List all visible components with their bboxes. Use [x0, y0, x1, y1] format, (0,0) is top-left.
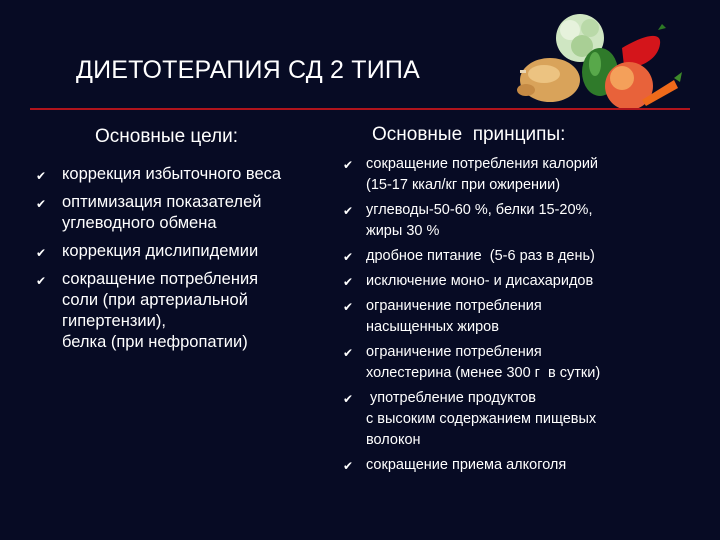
item-text: исключение моно- и дисахаридов [366, 273, 594, 289]
check-mark-icon: ✔ [343, 204, 354, 218]
check-mark-icon: ✔ [343, 250, 354, 264]
item-text: белка (при нефропатии) [62, 333, 248, 351]
item-text: ограничение потребления [366, 298, 542, 314]
item-text: оптимизация показателей [62, 193, 262, 211]
list-item [343, 246, 683, 267]
title-divider [30, 108, 690, 110]
principles-heading: Основные принципы: [372, 124, 566, 145]
item-text: волокон [366, 432, 421, 448]
item-text: насыщенных жиров [366, 319, 499, 335]
check-mark-icon: ✔ [343, 459, 354, 473]
check-mark-icon: ✔ [343, 346, 354, 360]
item-text: углеводного обмена [62, 214, 217, 232]
item-text: гипертензии), [62, 312, 166, 330]
item-text: ограничение потребления [366, 344, 542, 360]
check-mark-icon: ✔ [343, 158, 354, 172]
item-text: сокращение потребления калорий [366, 156, 599, 172]
item-text: сокращение потребления [62, 270, 259, 288]
item-text: (15-17 ккал/кг при ожирении) [366, 177, 561, 193]
item-text: холестерина (менее 300 г в сутки) [366, 365, 601, 381]
item-text: коррекция дислипидемии [62, 242, 259, 260]
goals-list [36, 164, 336, 360]
list-item [343, 342, 683, 384]
list-item [343, 200, 683, 242]
list-item [343, 271, 683, 292]
item-text: с высоким содержанием пищевых [366, 411, 597, 427]
list-item [36, 241, 336, 262]
list-item [343, 388, 683, 451]
list-item [343, 154, 683, 196]
list-item [36, 164, 336, 185]
list-item [343, 296, 683, 338]
check-mark-icon: ✔ [343, 275, 354, 289]
principles-list [343, 154, 683, 480]
item-text: коррекция избыточного веса [62, 165, 282, 183]
list-item [36, 192, 336, 234]
check-mark-icon: ✔ [343, 300, 354, 314]
check-mark-icon: ✔ [36, 274, 47, 288]
list-item [343, 455, 683, 476]
item-text: углеводы-50-60 %, белки 15-20%, [366, 202, 593, 218]
check-mark-icon: ✔ [36, 246, 47, 260]
list-item [36, 269, 336, 353]
item-text: соли (при артериальной [62, 291, 248, 309]
check-mark-icon: ✔ [36, 169, 47, 183]
item-text: употребление продуктов [366, 390, 536, 406]
vegetables-and-poultry-icon [512, 8, 682, 108]
item-text: сокращение приема алкоголя [366, 457, 567, 473]
check-mark-icon: ✔ [343, 392, 354, 406]
item-text: жиры 30 % [366, 223, 440, 239]
check-mark-icon: ✔ [36, 197, 47, 211]
goals-heading: Основные цели: [95, 126, 239, 147]
item-text: дробное питание (5-6 раз в день) [366, 248, 595, 264]
slide-title: ДИЕТОТЕРАПИЯ СД 2 ТИПА [76, 56, 420, 84]
